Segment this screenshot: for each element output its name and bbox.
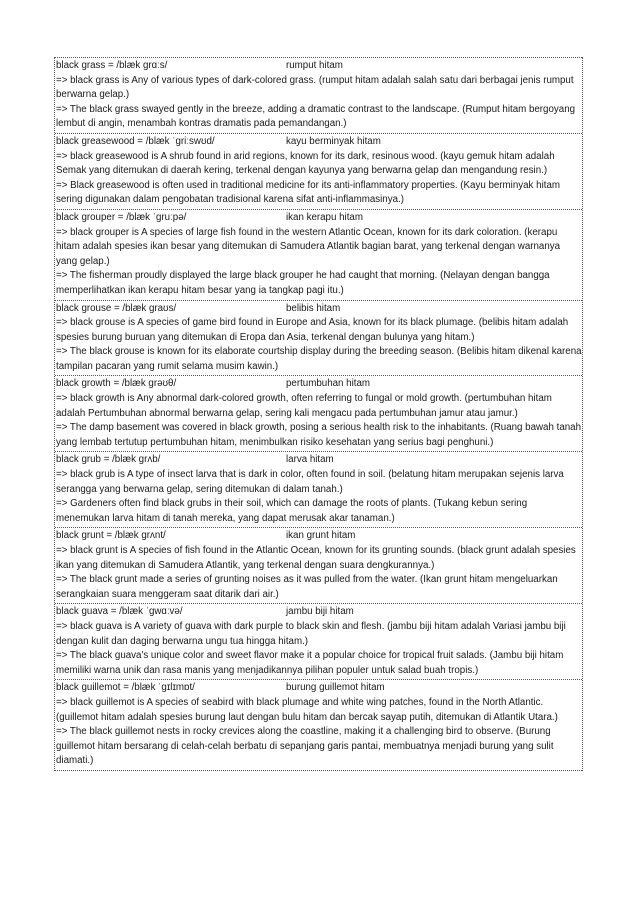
entry-example: => The fisherman proudly displayed the large black grouper he had caught that morning. (Nelayan dengan bangga memperlihatkan ikan kerapu hitam besar yang ia tangkap pagi itu.)	[56, 270, 550, 296]
entry-term: black grouse = /blæk graʊs/	[56, 302, 177, 314]
entry-term: black greasewood = /blæk ˈɡriːswʊd/	[56, 135, 215, 147]
glossary-entry	[55, 300, 582, 376]
entry-definition: => black guava is A variety of guava with dark purple to black skin and flesh. (jambu biji hitam adalah Variasi jambu biji dengan kulit dan daging berwarna ungu tua hingga hitam.)	[56, 620, 566, 647]
glossary-entry	[55, 57, 582, 133]
entry-header	[56, 529, 582, 544]
glossary-entry	[55, 527, 582, 603]
entry-header	[56, 681, 582, 696]
entry-definition: => black growth is Any abnormal dark-colored growth, often referring to fungal or mold growth. (pertumbuhan hitam adalah Pertumbuhan abnormal berwarna gelap, sering kali mengacu pada pertumbuhan jamur atau jamur.)	[56, 393, 552, 419]
entry-term: black grass = /blæk grɑːs/	[56, 60, 168, 71]
entry-example: => Black greasewood is often used in traditional medicine for its anti-inflammatory properties. (Kayu berminyak hitam sering digunakan dalam pengobatan tradisional karena sifat anti-inflammasinya.)	[56, 179, 560, 206]
glossary-entry	[55, 375, 582, 451]
glossary-entry	[55, 133, 582, 209]
entry-definition: => black greasewood is A shrub found in arid regions, known for its dark, resinous wood. (kayu gemuk hitam adalah Semak yang ditemukan di daerah kering, terkenal dengan kayunya yang berwarna gelap dan mengandung resin.)	[56, 150, 555, 177]
entry-example: => The damp basement was covered in black growth, posing a serious health risk to the inhabitants. (Ruang bawah tanah yang lembab tertutup pertumbuhan hitam, menimbulkan risiko kesehatan yang serius bagi penghuni.)	[56, 422, 582, 448]
entry-header	[56, 135, 582, 150]
entry-example: => The black grass swayed gently in the breeze, adding a dramatic contrast to the landscape. (Rumput hitam bergoyang lembut di angin, menambah kontras dramatis pada pemandangan.)	[56, 103, 576, 130]
entry-translation: ikan kerapu hitam	[286, 211, 363, 223]
entry-translation: pertumbuhan hitam	[286, 378, 371, 390]
entry-definition: => black grouse is A species of game bird found in Europe and Asia, known for its black plumage. (belibis hitam adalah spesies burung buruan yang ditemukan di Eropa dan Asia, terkenal dengan bulunya yang hitam.)	[56, 317, 569, 343]
entry-example: => The black guava's unique color and sweet flavor make it a popular choice for tropical fruit salads. (Jambu biji hitam memiliki warna unik dan rasa manis yang menjadikannya pilihan populer untuk salad buah tropis.)	[56, 650, 564, 676]
entry-term: black guillemot = /blæk ˈɡɪlɪmɒt/	[56, 682, 195, 694]
entry-term: black grunt = /blæk grʌnt/	[56, 530, 166, 542]
entry-example: => Gardeners often find black grubs in their soil, which can damage the roots of plants. (Tukang kebun sering menemukan larva hitam di tanah mereka, yang dapat merusak akar tanaman.)	[56, 498, 528, 524]
entry-definition: => black guillemot is A species of seabird with black plumage and white wing patches, found in the North Atlantic. (guillemot hitam adalah spesies burung laut dengan bulu hitam dan bercak sayap putih, ditemukan di Atlantik Utara.)	[56, 696, 558, 723]
entry-definition: => black grass is Any of various types of dark-colored grass. (rumput hitam adalah salah satu dari berbagai jenis rumput berwarna gelap.)	[56, 74, 574, 101]
entry-term: black grouper = /blæk ˈɡruːpə/	[56, 211, 187, 223]
entry-example: => The black guillemot nests in rocky crevices along the coastline, making it a challenging bird to observe. (Burung guillemot hitam bersarang di celah-celah berbatu di sepanjang garis pantai, membuatnya menjadi burung yang sulit diamati.)	[56, 726, 554, 767]
entry-term: black grub = /blæk grʌb/	[56, 454, 161, 466]
entry-definition: => black grouper is A species of large fish found in the western Atlantic Ocean, known for its dark coloration. (kerapu hitam adalah spesies ikan besar yang ditemukan di Samudera Atlantik bagian barat, yang terkenal dengan warnanya yang gelap.)	[56, 226, 561, 267]
entry-translation: jambu biji hitam	[286, 606, 354, 618]
entry-header	[56, 377, 582, 392]
entry-header	[56, 605, 582, 620]
entry-example: => The black grouse is known for its elaborate courtship display during the breeding season. (Belibis hitam dikenal karena tampilan pacaran yang rumit selama musim kawin.)	[56, 346, 582, 372]
entry-example: => The black grunt made a series of grunting noises as it was pulled from the water. (Ikan grunt hitam mengeluarkan serangkaian suara menggeram saat ditarik dari air.)	[56, 574, 558, 600]
entry-definition: => black grub is A type of insect larva that is dark in color, often found in soil. (belatung hitam merupakan sejenis larva serangga yang berwarna gelap, sering ditemukan di dalam tanah.)	[56, 469, 564, 495]
glossary-entry	[55, 603, 582, 679]
entry-translation: ikan grunt hitam	[286, 530, 356, 542]
entry-translation: belibis hitam	[286, 302, 341, 314]
glossary-table	[54, 57, 583, 771]
entry-header	[56, 211, 582, 226]
glossary-entry	[55, 451, 582, 527]
entry-translation: larva hitam	[286, 454, 334, 466]
entry-term: black guava = /blæk ˈɡwɑːvə/	[56, 606, 183, 618]
entry-header	[56, 302, 582, 317]
entry-translation: kayu berminyak hitam	[286, 135, 381, 147]
entry-term: black growth = /blæk grəʊθ/	[56, 378, 177, 390]
entry-definition: => black grunt is A species of fish found in the Atlantic Ocean, known for its grunting sounds. (black grunt adalah spesies ikan yang ditemukan di Samudera Atlantik, yang terkenal dengan suara dengkurannya.)	[56, 545, 576, 571]
entry-translation: burung guillemot hitam	[286, 682, 385, 694]
glossary-entry	[55, 679, 582, 771]
glossary-entry	[55, 209, 582, 300]
entry-header	[56, 453, 582, 468]
entry-header	[56, 59, 582, 74]
entry-translation: rumput hitam	[286, 60, 343, 71]
